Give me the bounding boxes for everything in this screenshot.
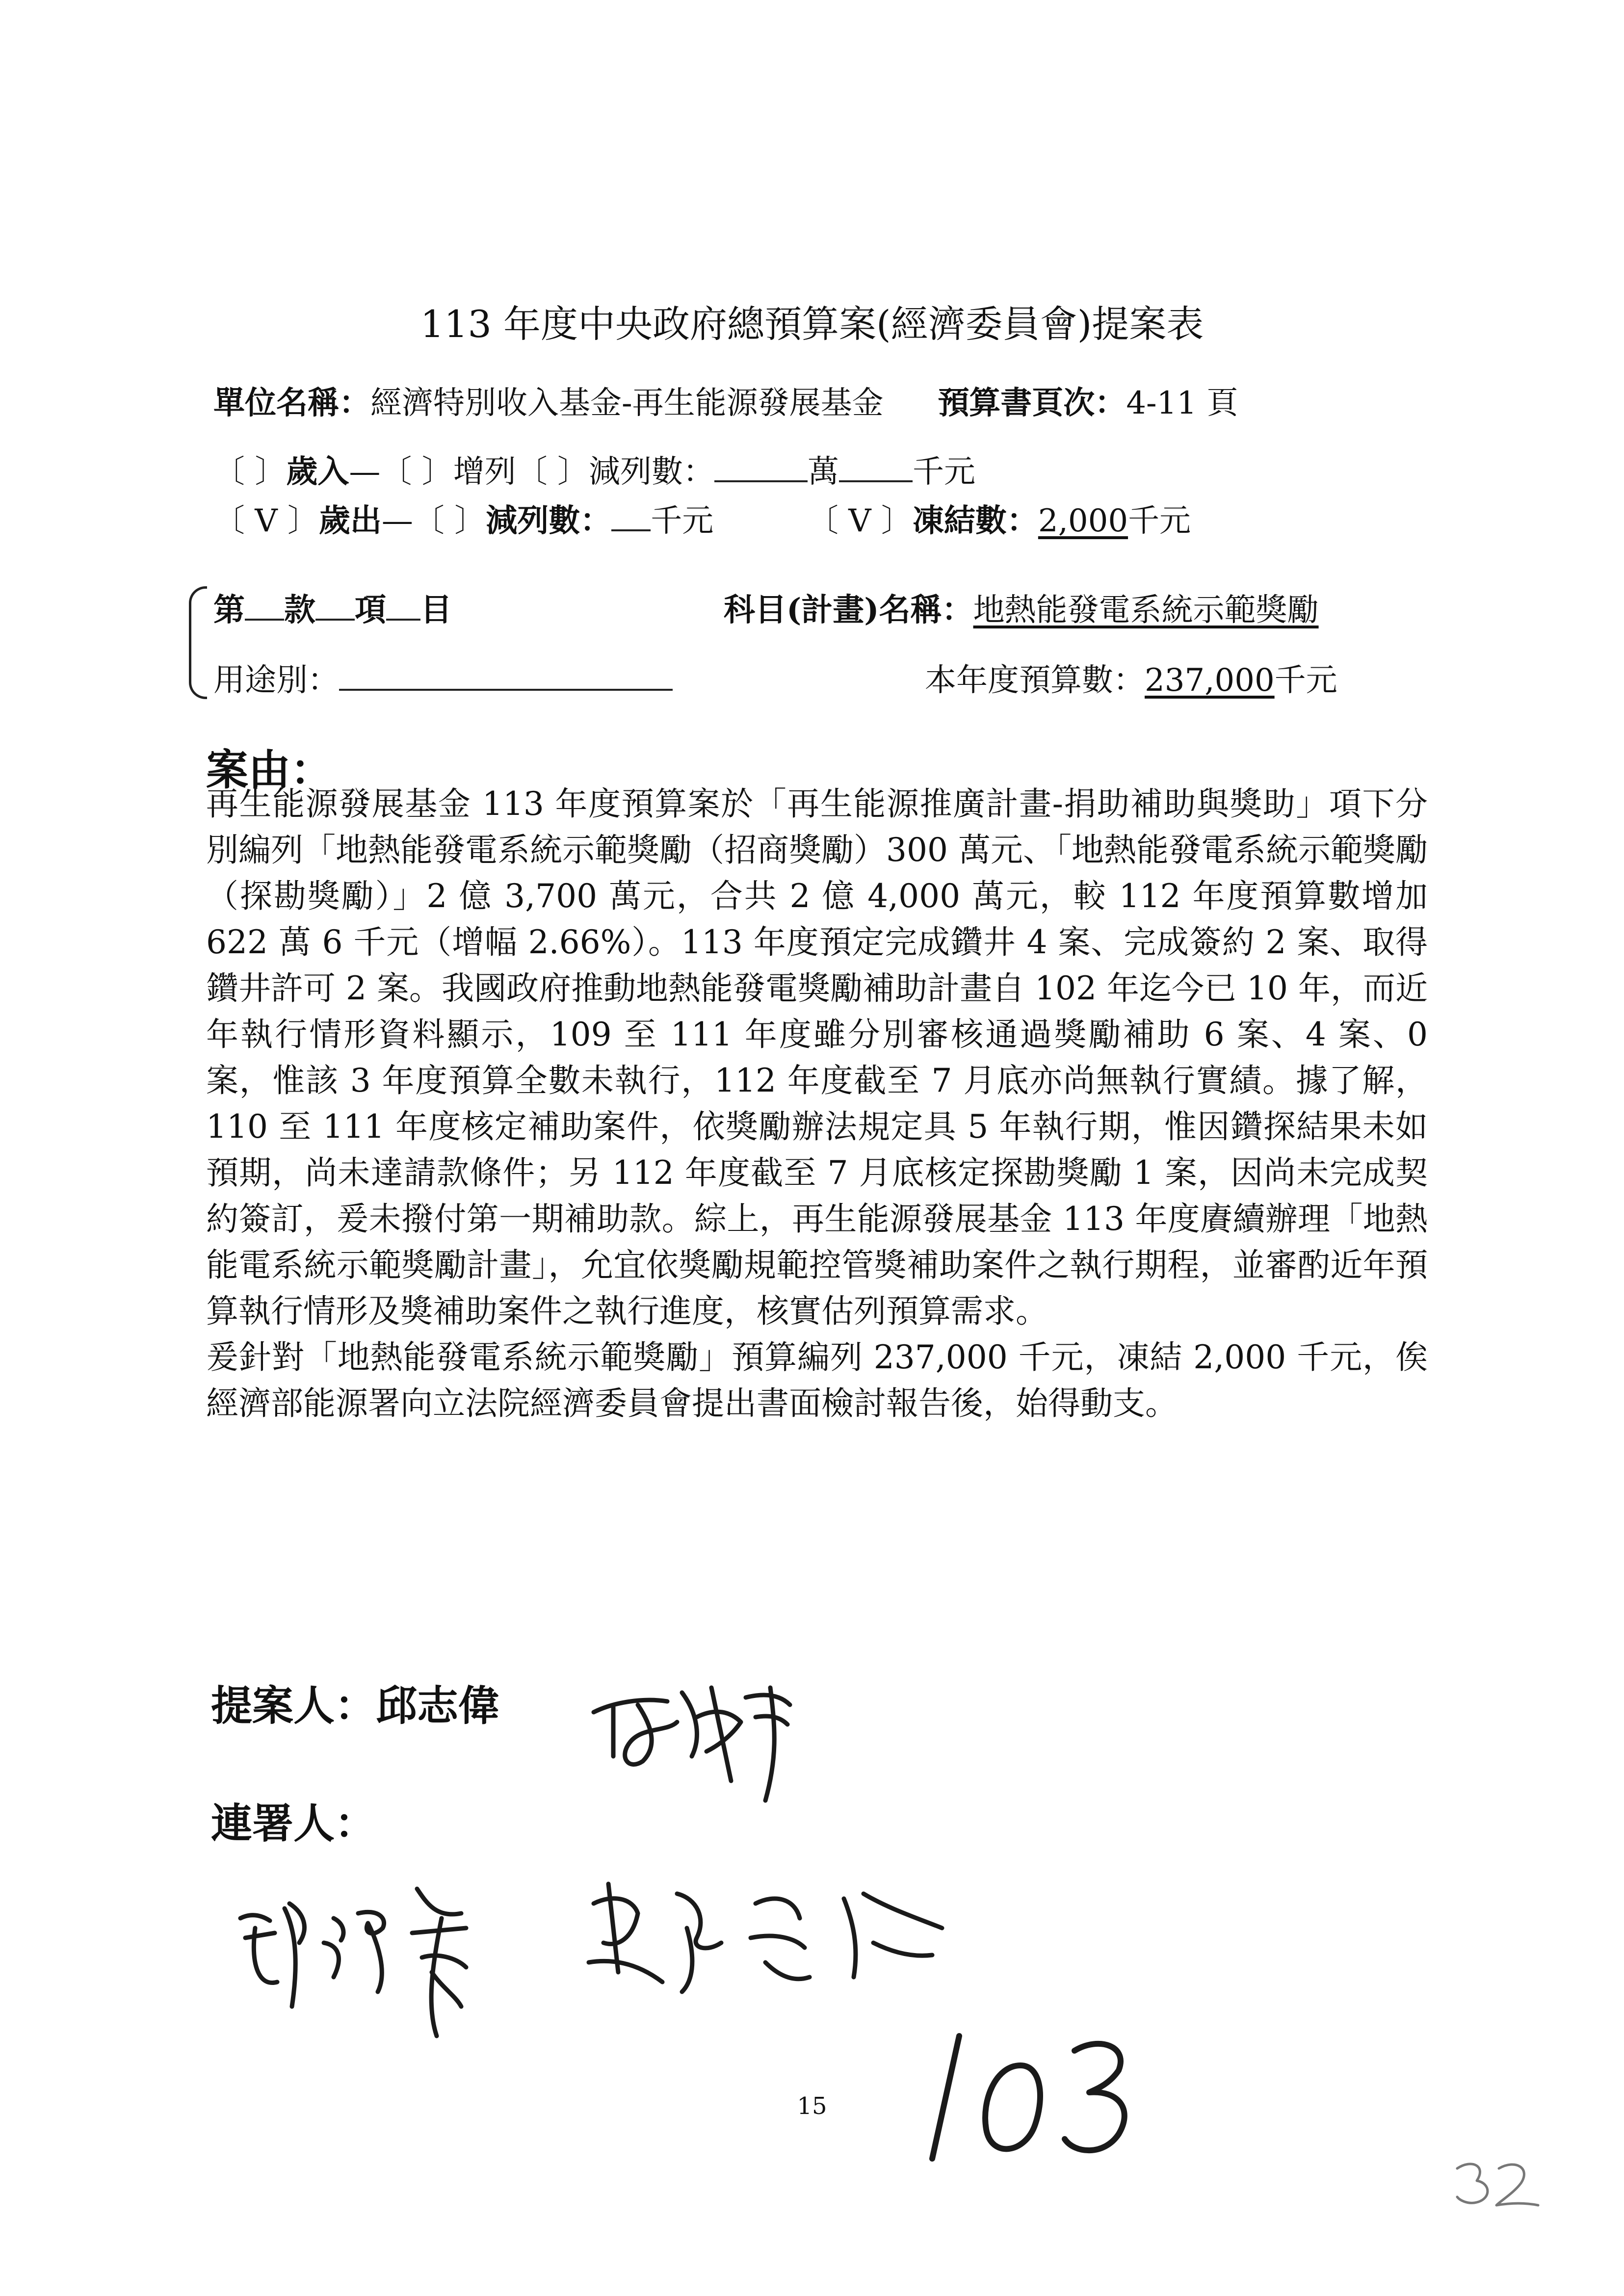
item-mu: 目 [420, 592, 452, 628]
expense-qian-unit: 千元 [651, 503, 714, 539]
expense-dash: — [381, 503, 413, 539]
item-bracket [189, 586, 207, 699]
mu-blank [386, 589, 420, 621]
reason-body [206, 781, 1428, 1427]
item-xiang: 項 [355, 592, 386, 628]
expense-checkbox: 〔 V 〕 [213, 503, 319, 539]
subject-value: 地熱能發電系統示範獎勵 [973, 592, 1319, 628]
unit-label: 單位名稱： [213, 385, 370, 421]
decrease-checkbox: 〔 〕 [516, 454, 589, 490]
budget-page-label: 預算書頁次： [938, 385, 1126, 421]
proposer-name: 邱志偉 [376, 1681, 500, 1730]
proposer-line [211, 1673, 499, 1732]
wan-unit: 萬 [808, 454, 839, 490]
freeze-label: 凍結數： [912, 502, 1038, 539]
budget-line [925, 655, 1337, 700]
cosigner-signature-1 [231, 1859, 476, 2056]
expense-decrease-blank [611, 500, 651, 531]
budget-value: 237,000 [1145, 662, 1275, 699]
revenue-line [213, 446, 975, 492]
expense-label: 歲出 [318, 502, 382, 539]
increase-label: 增列 [453, 454, 516, 490]
qian-blank [839, 451, 913, 482]
proposer-signature [584, 1658, 810, 1805]
page-number: 15 [797, 2092, 827, 2120]
reason-title: 案由： [206, 745, 333, 795]
revenue-label: 歲入 [286, 453, 349, 490]
item-kuan: 款 [284, 592, 315, 628]
handwritten-number [913, 2016, 1148, 2173]
item-line [213, 585, 452, 630]
subject-label: 科目(計畫)名稱： [724, 592, 973, 628]
subject-line [724, 585, 1319, 630]
usage-label: 用途別： [213, 662, 339, 699]
budget-label: 本年度預算數： [925, 662, 1145, 699]
reason-paragraph: 爰針對「地熱能發電系統示範獎勵」預算編列 237,000 千元，凍結 2,000 千元，俟經濟部能源署向立法院經濟委員會提出書面檢討報告後，始得動支。 [206, 1338, 1428, 1422]
increase-checkbox: 〔 〕 [380, 454, 453, 490]
proposer-label: 提案人： [211, 1681, 376, 1730]
freeze-value: 2,000 [1038, 503, 1128, 539]
item-di: 第 [213, 592, 245, 628]
freeze-checkbox: 〔 V 〕 [807, 503, 913, 539]
cosigner-label: 連署人： [211, 1799, 376, 1848]
unit-value: 經濟特別收入基金-再生能源發展基金 [370, 385, 884, 421]
expense-decrease-label: 減列數： [486, 502, 612, 539]
decrease-label: 減列數： [589, 454, 715, 490]
kuan-blank [245, 589, 284, 621]
unit-line [213, 378, 1238, 423]
expense-decrease-checkbox: 〔 〕 [413, 503, 486, 539]
budget-unit: 千元 [1274, 662, 1337, 699]
cosigner-signature-2 [579, 1864, 952, 2011]
revenue-dash: — [349, 454, 381, 490]
reason-paragraph: 再生能源發展基金 113 年度預算案於「再生能源推廣計畫-捐助補助與獎助」項下分別編列「地熱能發電系統示範獎勵（招商獎勵）300 萬元、「地熱能發電系統示範獎勵（探勘獎勵）」2 億 3,700 萬元，合共 2 億 4,000 萬元，較 112 年度預算數增加 622 萬 6 千元（增幅 2.66%）。113 年度預定完成鑽井 4 案、完成簽約 2 案、取得鑽井許可 2 案。我國政府推動地熱能發電獎勵補助計畫自 102 年迄今已 10 年，而近年執行情形資料顯示，109 至 111 年度雖分別審核通過獎勵補助 6 案、4 案、0 案，惟該 3 年度預算全數未執行，112 年度截至 7 月底亦尚無執行實績。據了解，110 至 111 年度核定補助案件，依獎勵辦法規定具 5 年執行期，惟因鑽探結果未如預期，尚未達請款條件；另 112 年度截至 7 月底核定探勘獎勵 1 案，因尚未完成契約簽訂，爰未撥付第一期補助款。綜上，再生能源發展基金 113 年度賡續辦理「地熱能電系統示範獎勵計畫」，允宜依獎勵規範控管獎補助案件之執行期程，並審酌近年預算執行情形及獎補助案件之執行進度，核實估列預算需求。 [206, 785, 1428, 1330]
document-title: 113 年度中央政府總預算案(經濟委員會)提案表 [420, 302, 1204, 346]
expense-line [213, 496, 1191, 541]
xiang-blank [315, 589, 355, 621]
budget-page-value: 4-11 頁 [1126, 385, 1238, 421]
freeze-unit: 千元 [1128, 503, 1191, 539]
usage-line [213, 655, 673, 700]
wan-blank [714, 451, 808, 482]
revenue-checkbox: 〔 〕 [213, 454, 287, 490]
usage-blank [339, 659, 673, 691]
qian-unit: 千元 [913, 454, 976, 490]
corner-mark [1447, 2154, 1545, 2213]
